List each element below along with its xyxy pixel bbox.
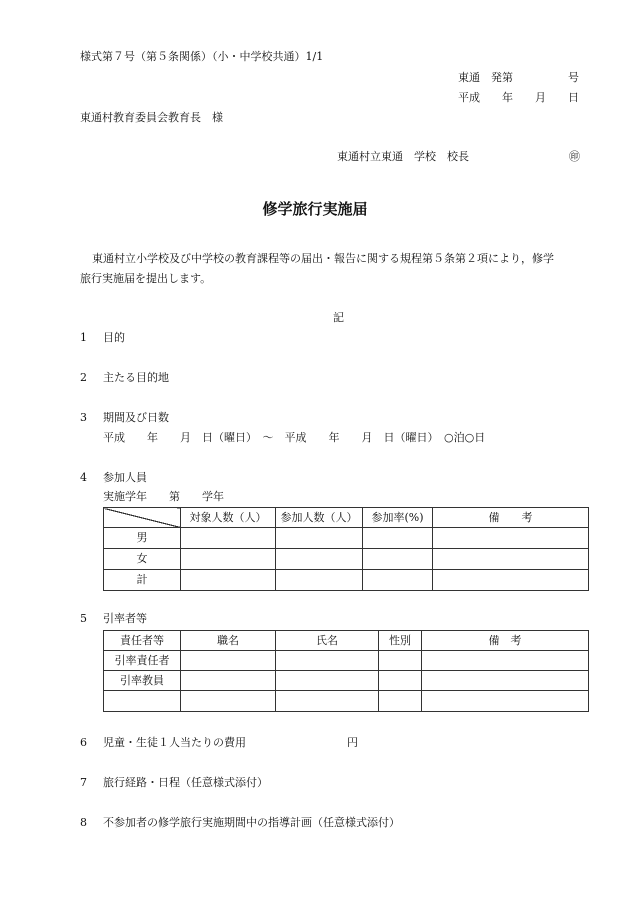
table-row bbox=[104, 570, 589, 591]
chaperone-table bbox=[103, 630, 589, 712]
header-remarks: 備 考 bbox=[422, 631, 589, 651]
header-gender: 性別 bbox=[379, 631, 422, 651]
cell[interactable] bbox=[422, 691, 589, 712]
cell[interactable] bbox=[363, 528, 433, 549]
yen-unit: 円 bbox=[347, 736, 358, 749]
cell[interactable] bbox=[422, 651, 589, 671]
row-label-blank bbox=[104, 691, 181, 712]
table-row bbox=[104, 671, 589, 691]
table-header-row bbox=[104, 508, 589, 528]
cell[interactable] bbox=[181, 671, 276, 691]
cell[interactable] bbox=[276, 671, 379, 691]
cell[interactable] bbox=[276, 651, 379, 671]
period-line: 平成 年 月 日（曜日） ～ 平成 年 月 日（曜日） ○泊○日 bbox=[103, 431, 486, 444]
cell[interactable] bbox=[181, 651, 276, 671]
seal-mark: ㊞ bbox=[569, 150, 580, 163]
item-5-number: 5 bbox=[80, 612, 87, 625]
item-1-label: 目的 bbox=[103, 331, 125, 344]
item-2-label: 主たる目的地 bbox=[103, 371, 169, 384]
row-label-chief-chaperone: 引率責任者 bbox=[104, 651, 181, 671]
participants-table bbox=[103, 507, 589, 591]
row-label-female: 女 bbox=[104, 549, 181, 570]
item-1-number: 1 bbox=[80, 331, 87, 344]
cell[interactable] bbox=[276, 570, 363, 591]
cell[interactable] bbox=[433, 528, 589, 549]
cell[interactable] bbox=[363, 549, 433, 570]
intro-text-line2: 旅行実施届を提出します。 bbox=[80, 272, 212, 285]
header-name: 氏名 bbox=[276, 631, 379, 651]
table-row bbox=[104, 528, 589, 549]
item-6-number: 6 bbox=[80, 736, 87, 749]
cell[interactable] bbox=[379, 691, 422, 712]
grade-line: 実施学年 第 学年 bbox=[103, 490, 224, 503]
cell[interactable] bbox=[181, 691, 276, 712]
addressee: 東通村教育委員会教育長 様 bbox=[80, 111, 223, 124]
cell[interactable] bbox=[181, 549, 276, 570]
table-row bbox=[104, 549, 589, 570]
cell[interactable] bbox=[433, 570, 589, 591]
cell[interactable] bbox=[276, 549, 363, 570]
row-label-total: 計 bbox=[104, 570, 181, 591]
header-participant-count: 参加人数（人） bbox=[276, 508, 363, 528]
cell[interactable] bbox=[276, 691, 379, 712]
item-7-number: 7 bbox=[80, 776, 87, 789]
cell[interactable] bbox=[181, 570, 276, 591]
ki-heading: 記 bbox=[333, 311, 344, 324]
date-line: 平成 年 月 日 bbox=[458, 91, 579, 104]
sender: 東通村立東通 学校 校長 bbox=[337, 150, 469, 163]
document-number: 東通 発第 号 bbox=[458, 71, 579, 84]
cell[interactable] bbox=[379, 671, 422, 691]
item-7-label: 旅行経路・日程（任意様式添付） bbox=[103, 776, 268, 789]
diagonal-cell bbox=[104, 508, 181, 528]
item-4-label: 参加人員 bbox=[103, 471, 147, 484]
item-8-label: 不参加者の修学旅行実施期間中の指導計画（任意様式添付） bbox=[103, 816, 400, 829]
cell[interactable] bbox=[379, 651, 422, 671]
row-label-chaperone-teacher: 引率教員 bbox=[104, 671, 181, 691]
table-row bbox=[104, 691, 589, 712]
header-remarks: 備 考 bbox=[433, 508, 589, 528]
item-5-label: 引率者等 bbox=[103, 612, 147, 625]
table-row bbox=[104, 651, 589, 671]
header-role: 責任者等 bbox=[104, 631, 181, 651]
cell[interactable] bbox=[363, 570, 433, 591]
cell[interactable] bbox=[181, 528, 276, 549]
cell[interactable] bbox=[276, 528, 363, 549]
header-position: 職名 bbox=[181, 631, 276, 651]
cell[interactable] bbox=[422, 671, 589, 691]
item-3-number: 3 bbox=[80, 411, 87, 424]
intro-text-line1: 東通村立小学校及び中学校の教育課程等の届出・報告に関する規程第５条第２項により，修学 bbox=[92, 252, 554, 265]
row-label-male: 男 bbox=[104, 528, 181, 549]
header-participation-rate: 参加率(%) bbox=[363, 508, 433, 528]
item-2-number: 2 bbox=[80, 371, 87, 384]
table-header-row bbox=[104, 631, 589, 651]
item-3-label: 期間及び日数 bbox=[103, 411, 169, 424]
document-title: 修学旅行実施届 bbox=[262, 200, 368, 218]
item-8-number: 8 bbox=[80, 816, 87, 829]
item-6-label: 児童・生徒１人当たりの費用 bbox=[103, 736, 246, 749]
item-4-number: 4 bbox=[80, 471, 87, 484]
form-number: 様式第７号（第５条関係）（小・中学校共通）1/1 bbox=[80, 50, 324, 63]
header-target-count: 対象人数（人） bbox=[181, 508, 276, 528]
cell[interactable] bbox=[433, 549, 589, 570]
